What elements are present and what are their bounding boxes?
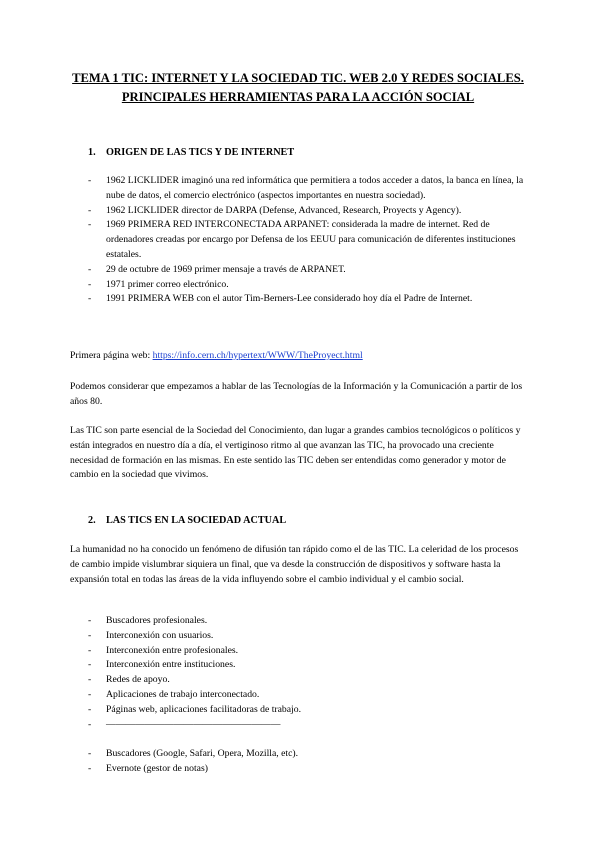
- list-item: - 29 de octubre de 1969 primer mensaje a través de ARPANET.: [88, 263, 528, 278]
- section-2-heading: [88, 514, 286, 528]
- section-2-title: LAS TICS EN LA SOCIEDAD ACTUAL: [106, 515, 287, 526]
- section-2-number: 2.: [88, 515, 96, 526]
- paragraph-tic-society: Las TIC son parte esencial de la Sociedad del Conocimiento, dan lugar a grandes cambios tecnológicos o políticos y están integrados en nuestro día a día, el vertiginoso ritmo al que avanzan las TIC, ha provocado una creciente necesidad de formación en las mismas. En este sentido las TIC deben ser entendidas como generador y motor de cambio en la sociedad que vivimos.: [70, 425, 521, 481]
- paragraph-diffusion: La humanidad no ha conocido un fenómeno de difusión tan rápido como el de las TIC. La celeridad de los procesos de cambio impide vislumbrar siquiera un final, que va desde la construcción de dispositivos y software hasta la expansión total en todas las áreas de la vida influyendo sobre el cambio individual y el cambio social.: [70, 544, 519, 585]
- section-1-list: [88, 174, 528, 307]
- list-item: - 1991 PRIMERA WEB con el autor Tim-Berners-Lee considerado hoy día el Padre de Internet.: [88, 292, 528, 307]
- section-1-title: ORIGEN DE LAS TICS Y DE INTERNET: [106, 147, 295, 158]
- list-item: - Buscadores (Google, Safari, Opera, Mozilla, etc).: [88, 747, 528, 762]
- list-item: - Aplicaciones de trabajo interconectado.: [88, 688, 528, 703]
- list-item: - Redes de apoyo.: [88, 673, 528, 688]
- list-item: - Interconexión con usuarios.: [88, 629, 528, 644]
- first-web-page-link[interactable]: https://info.cern.ch/hypertext/WWW/TheProyect.html: [152, 350, 363, 361]
- section-2-list-b: [88, 747, 528, 777]
- list-item: - ——————————————————: [88, 718, 528, 733]
- section-2-list-a: [88, 614, 528, 732]
- list-item: - Páginas web, aplicaciones facilitadoras de trabajo.: [88, 703, 528, 718]
- list-item: - Buscadores profesionales.: [88, 614, 528, 629]
- first-web-page-line: [70, 349, 528, 364]
- first-web-page-label: Primera página web:: [70, 350, 151, 361]
- section-1-heading: [88, 146, 294, 160]
- list-item: - Interconexión entre instituciones.: [88, 658, 528, 673]
- list-item: - 1962 LICKLIDER director de DARPA (Defense, Advanced, Research, Proyects y Agency).: [88, 204, 528, 219]
- list-item: - Evernote (gestor de notas): [88, 762, 528, 777]
- list-item: - 1971 primer correo electrónico.: [88, 278, 528, 293]
- list-item: - 1969 PRIMERA RED INTERCONECTADA ARPANET: considerada la madre de internet. Red de ordenadores creadas por encargo por Defensa de los EEUU para comunicación de diferentes instituciones estatales.: [88, 218, 528, 262]
- list-item: - Interconexión entre profesionales.: [88, 644, 528, 659]
- list-item: - 1962 LICKLIDER imaginó una red informática que permitiera a todos acceder a datos, la banca en línea, la nube de datos, el comercio electrónico (aspectos importantes en nuestra sociedad).: [88, 174, 528, 204]
- section-1-number: 1.: [88, 147, 96, 158]
- page-title: TEMA 1 TIC: INTERNET Y LA SOCIEDAD TIC. WEB 2.0 Y REDES SOCIALES. PRINCIPALES HERRAMIENTAS PARA LA ACCIÓN SOCIAL: [72, 71, 524, 104]
- paragraph-tic-80s: Podemos considerar que empezamos a hablar de las Tecnologías de la Información y la Comunicación a partir de los años 80.: [70, 381, 523, 407]
